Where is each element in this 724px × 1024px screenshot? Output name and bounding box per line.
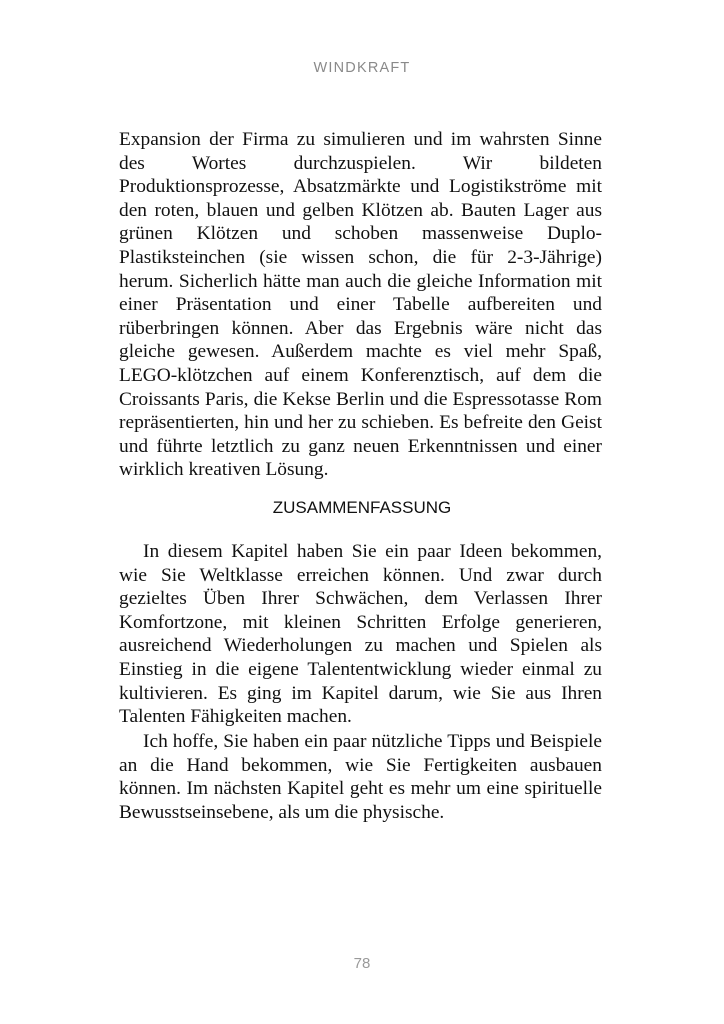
paragraph-text: In diesem Kapitel haben Sie ein paar Ideen bekommen, wie Sie Weltklasse erreichen können. Und zwar durch gezieltes Üben Ihrer Schwächen, dem Verlassen Ihrer Komfortzone, mit kleinen Schritten Erfolge generieren, ausreichend Wiederholungen zu machen und Spielen als Einstieg in die eigene Talententwicklung wieder einmal zu kultivieren. Es ging im Kapitel darum, wie Sie aus Ihren Talenten Fähigkeiten machen.	[119, 541, 602, 728]
closing-paragraph	[119, 730, 602, 824]
page-number: 78	[353, 955, 371, 972]
running-header: WINDKRAFT	[313, 60, 411, 76]
summary-paragraph	[119, 540, 602, 729]
paragraph-text: Ich hoffe, Sie haben ein paar nützliche Tipps und Beispiele an die Hand bekommen, wie Sie Fertigkeiten ausbauen können. Im nächsten Kapitel geht es mehr um eine spirituelle Bewusstseinsebene, als um die physische.	[119, 731, 602, 823]
paragraph-text: Expansion der Firma zu simulieren und im wahrsten Sinne des Wortes durchzuspielen. Wir bildeten Produktionsprozesse, Absatzmärkte und Logistikströme mit den roten, blauen und gelben Klötzen ab. Bauten Lager aus grünen Klötzen und schoben massenweise Duplo-Plastiksteinchen (sie wissen schon, die für 2-3-Jährige) herum. Sicherlich hätte man auch die gleiche Information mit einer Präsentation und einer Tabelle aufbereiten und rüberbringen können. Aber das Ergebnis wäre nicht das gleiche gewesen. Außerdem machte es viel mehr Spaß, LEGO-klötzchen auf einem Konferenztisch, auf dem die Croissants Paris, die Kekse Berlin und die Espressotasse Rom repräsentierten, hin und her zu schieben. Es befreite den Geist und führte letztlich zu ganz neuen Erkenntnissen und einer wirklich kreativen Lösung.	[119, 129, 602, 481]
section-heading: ZUSAMMENFASSUNG	[272, 498, 452, 517]
body-paragraph-continued	[119, 128, 602, 482]
